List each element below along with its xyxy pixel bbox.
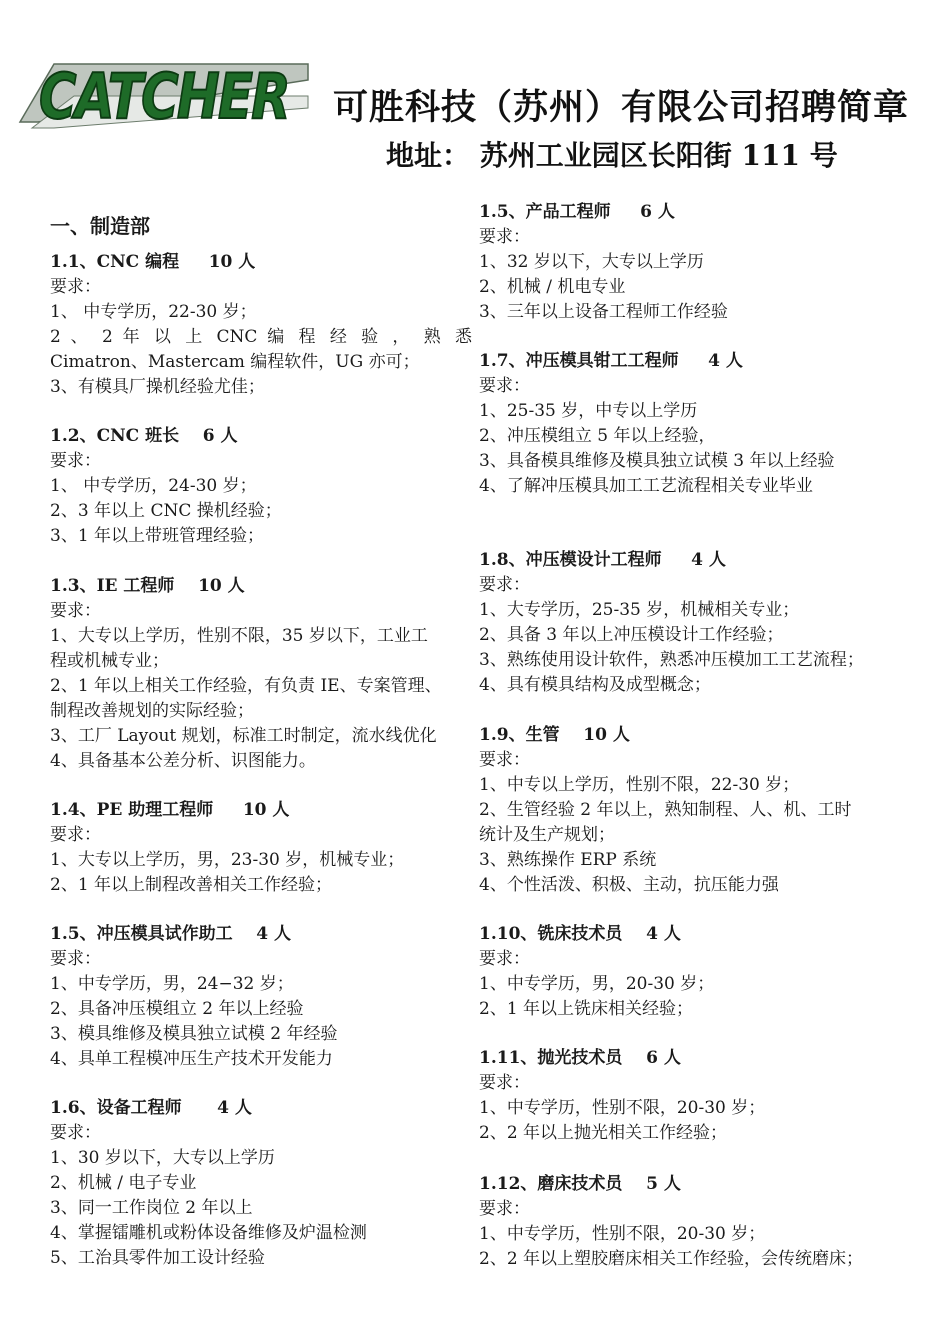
job-block: [479, 349, 904, 499]
job-title: 1.7、冲压模具钳工工程师 4 人: [479, 351, 743, 371]
requirements-label: 要求：: [479, 376, 530, 396]
requirement-line: 3、同一工作岗位 2 年以上: [50, 1198, 253, 1218]
page-title: 可胜科技（苏州）有限公司招聘简章: [333, 87, 910, 128]
job-title: 1.2、CNC 班长 6 人: [50, 426, 238, 446]
requirement-line: 3、1 年以上带班管理经验；: [50, 526, 265, 546]
requirement-line: 2、机械 / 电子专业: [50, 1173, 197, 1193]
requirements-label: 要求：: [479, 750, 530, 770]
section-title: 一、制造部: [50, 214, 150, 238]
requirements-label: 要求：: [50, 451, 101, 471]
requirement-line: 1、32 岁以下，大专以上学历: [479, 252, 704, 272]
requirement-line: 2、1 年以上制程改善相关工作经验；: [50, 875, 333, 895]
requirements-label: 要求：: [50, 825, 101, 845]
requirement-line: 2、生管经验 2 年以上，熟知制程、人、机、工时: [479, 800, 852, 820]
requirement-line: 3、熟练操作 ERP 系统: [479, 850, 657, 870]
requirement-line: 1、中专学历，性别不限，20-30 岁；: [479, 1098, 766, 1118]
job-block: [50, 922, 472, 1072]
requirement-line: 4、掌握镭雕机或粉体设备维修及炉温检测: [50, 1223, 367, 1243]
requirements-label: 要求：: [479, 227, 530, 247]
requirement-line: 2、具备 3 年以上冲压模设计工作经验；: [479, 625, 784, 645]
requirements-label: 要求：: [479, 949, 530, 969]
requirement-line: 2、2 年以上抛光相关工作经验；: [479, 1123, 728, 1143]
requirement-line: 2、3 年以上 CNC 操机经验；: [50, 501, 282, 521]
job-title: 1.1、CNC 编程 10 人: [50, 252, 256, 272]
job-title: 1.11、抛光技术员 6 人: [479, 1048, 681, 1068]
job-title: 1.6、设备工程师 4 人: [50, 1098, 252, 1118]
job-block: [479, 723, 904, 898]
job-title: 1.12、磨床技术员 5 人: [479, 1174, 681, 1194]
requirement-line: 1、大专以上学历，男，23-30 岁，机械专业；: [50, 850, 405, 870]
requirement-line: 1、大专学历，25-35 岁，机械相关专业；: [479, 600, 800, 620]
requirement-line: 4、了解冲压模具加工工艺流程相关专业毕业: [479, 476, 813, 496]
requirement-line: 3、三年以上设备工程师工作经验: [479, 302, 728, 322]
job-title: 1.4、PE 助理工程师 10 人: [50, 800, 290, 820]
requirement-line: 1、大专以上学历，性别不限，35 岁以下，工业工: [50, 626, 428, 646]
requirements-label: 要求：: [479, 575, 530, 595]
requirement-line: 3、有模具厂操机经验尤佳；: [50, 377, 265, 397]
requirement-line: 程或机械专业；: [50, 651, 169, 671]
job-block: [479, 922, 904, 1022]
requirement-line: Cimatron、Mastercam 编程软件，UG 亦可；: [50, 352, 420, 372]
job-block: [479, 1172, 904, 1272]
requirement-line: 4、具有模具结构及成型概念；: [479, 675, 711, 695]
job-block: [479, 1046, 904, 1146]
requirement-line: 1、 中专学历，22-30 岁；: [50, 302, 257, 322]
job-title: 1.8、冲压模设计工程师 4 人: [479, 550, 726, 570]
job-block: [50, 250, 472, 400]
requirement-line: 3、模具维修及模具独立试模 2 年经验: [50, 1024, 338, 1044]
document-header: [0, 0, 950, 190]
job-block: [50, 424, 472, 549]
requirement-line: 4、个性活泼、积极、主动，抗压能力强: [479, 875, 779, 895]
requirement-line: 2、机械 / 机电专业: [479, 277, 626, 297]
requirement-line: 1、 中专学历，24-30 岁；: [50, 476, 257, 496]
requirements-label: 要求：: [50, 277, 101, 297]
requirements-label: 要求：: [50, 1123, 101, 1143]
requirements-label: 要求：: [479, 1073, 530, 1093]
job-block: [50, 1096, 472, 1271]
job-title: 1.5、冲压模具试作助工 4 人: [50, 924, 291, 944]
job-block: [50, 798, 472, 898]
job-title: 1.9、生管 10 人: [479, 725, 630, 745]
requirement-line: 1、中专学历，男，24−32 岁；: [50, 974, 294, 994]
requirement-line: 2、2 年以上塑胶磨床相关工作经验，会传统磨床；: [479, 1249, 864, 1269]
job-block: [479, 200, 904, 325]
requirements-label: 要求：: [50, 601, 101, 621]
requirement-line: 1、25-35 岁，中专以上学历: [479, 401, 698, 421]
requirement-line: 4、具备基本公差分析、识图能力。: [50, 751, 316, 771]
requirement-line: 制程改善规划的实际经验；: [50, 701, 254, 721]
requirement-line: 1、30 岁以下，大专以上学历: [50, 1148, 275, 1168]
logo-text: CATCHER: [39, 60, 289, 133]
job-title: 1.10、铣床技术员 4 人: [479, 924, 681, 944]
requirement-line: 2、1 年以上铣床相关经验；: [479, 999, 694, 1019]
requirement-line: 2、具备冲压模组立 2 年以上经验: [50, 999, 304, 1019]
requirement-line: 1、中专学历，男，20-30 岁；: [479, 974, 715, 994]
catcher-logo: [14, 52, 314, 152]
requirements-label: 要求：: [479, 1199, 530, 1219]
requirement-line: 5、工治具零件加工设计经验: [50, 1248, 265, 1268]
requirement-line: 3、工厂 Layout 规划，标准工时制定，流水线优化: [50, 726, 437, 746]
requirement-line: 4、具单工程模冲压生产技术开发能力: [50, 1049, 333, 1069]
requirement-line: 统计及生产规划；: [479, 825, 615, 845]
requirement-line: 1、中专学历，性别不限，20-30 岁；: [479, 1224, 766, 1244]
requirement-line: 2、冲压模组立 5 年以上经验，: [479, 426, 716, 446]
job-title: 1.5、产品工程师 6 人: [479, 202, 675, 222]
company-address: 地址： 苏州工业园区长阳街 111 号: [386, 139, 838, 172]
job-title: 1.3、IE 工程师 10 人: [50, 576, 245, 596]
job-block: [479, 548, 904, 698]
job-block: [50, 574, 472, 774]
requirements-label: 要求：: [50, 949, 101, 969]
requirement-line: 2、1 年以上相关工作经验，有负责 IE、专案管理、: [50, 676, 442, 696]
requirement-line: 3、熟练使用设计软件，熟悉冲压模加工工艺流程；: [479, 650, 864, 670]
requirement-line: 2 、 2 年 以 上 CNC 编 程 经 验 ， 熟 悉: [50, 327, 472, 347]
requirement-line: 1、中专以上学历，性别不限，22-30 岁；: [479, 775, 800, 795]
requirement-line: 3、具备模具维修及模具独立试模 3 年以上经验: [479, 451, 835, 471]
